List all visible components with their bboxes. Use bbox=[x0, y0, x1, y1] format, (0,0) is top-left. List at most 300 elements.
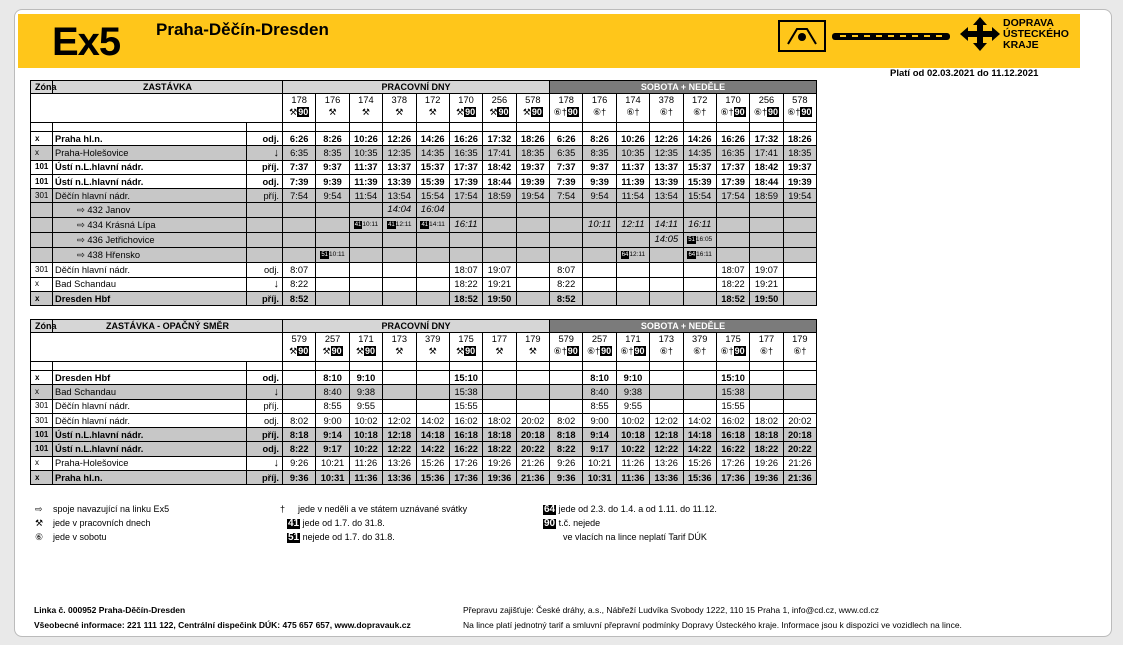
connection-time bbox=[716, 248, 749, 263]
train-number: 378 bbox=[383, 94, 416, 107]
train-symbols bbox=[616, 345, 649, 362]
train-number-row bbox=[31, 333, 817, 346]
train-symbols bbox=[283, 345, 316, 362]
direction-cell: odj. bbox=[247, 371, 283, 385]
time-cell: 16:18 bbox=[716, 428, 749, 442]
time-cell: 11:54 bbox=[349, 189, 382, 203]
time-cell: 15:37 bbox=[416, 160, 449, 174]
train-symbols bbox=[383, 345, 416, 362]
time-cell: 12:02 bbox=[383, 413, 416, 427]
connection-time bbox=[650, 203, 683, 218]
train-number: 175 bbox=[449, 333, 482, 346]
train-symbols bbox=[316, 345, 349, 362]
connection-time bbox=[683, 203, 716, 218]
train-symbols bbox=[750, 345, 783, 362]
time-cell: 11:39 bbox=[349, 174, 382, 188]
train-number: 256 bbox=[483, 94, 516, 107]
connection-time bbox=[616, 233, 649, 248]
train-symbols bbox=[516, 345, 549, 362]
time-cell: 9:36 bbox=[550, 471, 583, 485]
time-cell: 8:07 bbox=[283, 263, 316, 277]
time-cell: 19:21 bbox=[483, 277, 516, 291]
note-90-badge: 90 bbox=[734, 346, 745, 356]
train-number: 256 bbox=[750, 94, 783, 107]
train-symbols bbox=[449, 106, 482, 123]
time-cell: 9:37 bbox=[583, 160, 616, 174]
time-cell: 20:18 bbox=[516, 428, 549, 442]
connection-time bbox=[516, 218, 549, 233]
note-90-badge: 90 bbox=[567, 107, 578, 117]
connection-label: ⇨ 436 Jetřichovice bbox=[53, 233, 247, 248]
time-cell bbox=[383, 399, 416, 413]
time-cell bbox=[550, 385, 583, 399]
direction-cell: odj. bbox=[247, 263, 283, 277]
timetable-row bbox=[31, 146, 817, 160]
zone-cell: 301 bbox=[31, 263, 53, 277]
zone-cell: 301 bbox=[31, 399, 53, 413]
time-cell: 8:22 bbox=[283, 277, 316, 291]
time-cell: 18:52 bbox=[716, 292, 749, 306]
train-number: 174 bbox=[349, 94, 382, 107]
time-cell: 19:54 bbox=[783, 189, 816, 203]
time-cell: 11:36 bbox=[349, 471, 382, 485]
time-cell: 16:26 bbox=[449, 132, 482, 146]
train-number: 174 bbox=[616, 94, 649, 107]
time-cell: 11:39 bbox=[616, 174, 649, 188]
time-cell: 18:35 bbox=[783, 146, 816, 160]
train-icon bbox=[832, 32, 952, 42]
time-cell: 18:26 bbox=[783, 132, 816, 146]
service-days-icon: ⚒ bbox=[355, 346, 364, 356]
time-cell: 13:54 bbox=[650, 189, 683, 203]
connection-time bbox=[550, 248, 583, 263]
connection-time bbox=[750, 248, 783, 263]
connection-time bbox=[383, 248, 416, 263]
connection-time bbox=[483, 218, 516, 233]
connection-time: 6416:11 bbox=[683, 248, 716, 263]
timetable-row bbox=[31, 277, 817, 291]
connection-time bbox=[716, 203, 749, 218]
time-cell: 10:26 bbox=[349, 132, 382, 146]
stop-name: Děčín hlavní nádr. bbox=[53, 413, 247, 427]
time-cell: 17:36 bbox=[716, 471, 749, 485]
service-days-icon: ⑥† bbox=[793, 346, 807, 356]
service-days-icon: ⑥† bbox=[553, 107, 567, 117]
train-symbols bbox=[349, 106, 382, 123]
connection-time bbox=[550, 218, 583, 233]
time-cell: 14:22 bbox=[683, 442, 716, 456]
service-days-icon: ⚒ bbox=[489, 107, 498, 117]
legend-tarif: ve vlacích na lince neplatí Tarif DÚK bbox=[563, 532, 707, 542]
zone-cell: x bbox=[31, 385, 53, 399]
connection-time bbox=[750, 233, 783, 248]
train-number: 177 bbox=[483, 333, 516, 346]
train-symbols bbox=[349, 345, 382, 362]
time-cell bbox=[583, 277, 616, 291]
direction-cell: odj. bbox=[247, 442, 283, 456]
time-cell bbox=[783, 371, 816, 385]
connection-time bbox=[349, 233, 382, 248]
zone-header: Zóna bbox=[31, 320, 53, 333]
time-cell: 11:26 bbox=[349, 456, 382, 470]
service-days-icon: ⚒ bbox=[456, 346, 465, 356]
zone-cell: x bbox=[31, 456, 53, 470]
time-cell: 18:02 bbox=[483, 413, 516, 427]
connection-time bbox=[783, 218, 816, 233]
connection-label: ⇨ 434 Krásná Lípa bbox=[53, 218, 247, 233]
time-cell bbox=[383, 292, 416, 306]
note-90-badge: 90 bbox=[298, 107, 309, 117]
train-number: 379 bbox=[416, 333, 449, 346]
service-days-icon: ⚒ bbox=[522, 107, 531, 117]
stop-name: Praha hl.n. bbox=[53, 471, 247, 485]
timetable-row bbox=[31, 442, 817, 456]
connection-time bbox=[283, 203, 316, 218]
time-cell: 8:18 bbox=[283, 428, 316, 442]
note-90-badge: 90 bbox=[498, 107, 509, 117]
time-cell: 8:40 bbox=[583, 385, 616, 399]
train-number: 171 bbox=[616, 333, 649, 346]
connection-time bbox=[483, 203, 516, 218]
time-cell: 13:36 bbox=[650, 471, 683, 485]
time-cell: 9:10 bbox=[616, 371, 649, 385]
connection-time: 6412:11 bbox=[616, 248, 649, 263]
time-cell: 19:39 bbox=[516, 174, 549, 188]
time-cell: 9:26 bbox=[283, 456, 316, 470]
direction-cell: příj. bbox=[247, 292, 283, 306]
time-cell: 18:35 bbox=[516, 146, 549, 160]
time-cell: 15:10 bbox=[449, 371, 482, 385]
train-number: 579 bbox=[283, 333, 316, 346]
stop-name: Bad Schandau bbox=[53, 385, 247, 399]
time-cell: 9:39 bbox=[583, 174, 616, 188]
timetable-row bbox=[31, 292, 817, 306]
time-cell: 13:37 bbox=[383, 160, 416, 174]
time-cell bbox=[316, 292, 349, 306]
time-cell: 15:37 bbox=[683, 160, 716, 174]
service-days-icon: ⑥† bbox=[626, 107, 640, 117]
connection-row bbox=[31, 248, 817, 263]
connection-time bbox=[283, 218, 316, 233]
weekday-header: PRACOVNÍ DNY bbox=[283, 81, 550, 94]
train-symbols bbox=[449, 345, 482, 362]
saturday-icon: ⑥ bbox=[35, 532, 44, 542]
time-cell: 21:36 bbox=[783, 471, 816, 485]
stop-name: Ústí n.L.hlavní nádr. bbox=[53, 174, 247, 188]
time-cell: 9:36 bbox=[283, 471, 316, 485]
timetable-row bbox=[31, 371, 817, 385]
time-cell bbox=[683, 385, 716, 399]
dopravauk-logo-icon bbox=[960, 17, 1000, 51]
connection-time: 4114:11 bbox=[416, 218, 449, 233]
operator-pictogram-icon bbox=[778, 20, 826, 52]
time-cell: 8:02 bbox=[550, 413, 583, 427]
note-90-badge: 90 bbox=[801, 107, 812, 117]
time-cell: 19:50 bbox=[483, 292, 516, 306]
time-cell: 21:26 bbox=[516, 456, 549, 470]
train-symbols bbox=[583, 345, 616, 362]
time-cell: 9:38 bbox=[349, 385, 382, 399]
time-cell: 9:38 bbox=[616, 385, 649, 399]
time-cell: 18:07 bbox=[449, 263, 482, 277]
time-cell: 8:10 bbox=[583, 371, 616, 385]
time-cell: 18:22 bbox=[449, 277, 482, 291]
time-cell bbox=[316, 277, 349, 291]
stop-header: ZASTÁVKA bbox=[53, 81, 283, 94]
time-cell: 8:22 bbox=[283, 442, 316, 456]
service-days-icon: ⚒ bbox=[395, 107, 404, 117]
time-cell: 12:26 bbox=[650, 132, 683, 146]
note-badge: 51 bbox=[688, 237, 695, 244]
time-cell: 11:26 bbox=[616, 456, 649, 470]
weekday-header: PRACOVNÍ DNY bbox=[283, 320, 550, 333]
stop-name: Praha-Holešovice bbox=[53, 146, 247, 160]
zone-cell: 301 bbox=[31, 413, 53, 427]
train-symbols bbox=[650, 106, 683, 123]
time-cell bbox=[750, 385, 783, 399]
time-cell: 15:54 bbox=[416, 189, 449, 203]
stop-name: Praha hl.n. bbox=[53, 132, 247, 146]
time-cell: 17:36 bbox=[449, 471, 482, 485]
note-badge: 64 bbox=[688, 252, 696, 259]
time-cell bbox=[383, 277, 416, 291]
time-cell: 18:02 bbox=[750, 413, 783, 427]
train-number-row bbox=[31, 94, 817, 107]
direction-cell: ↓ bbox=[247, 146, 283, 160]
train-number: 177 bbox=[750, 333, 783, 346]
time-cell: 8:55 bbox=[583, 399, 616, 413]
connection-time bbox=[483, 233, 516, 248]
time-cell: 18:18 bbox=[483, 428, 516, 442]
connection-time bbox=[383, 233, 416, 248]
time-cell: 6:26 bbox=[283, 132, 316, 146]
time-cell: 9:17 bbox=[583, 442, 616, 456]
connection-time bbox=[516, 203, 549, 218]
service-days-icon: ⚒ bbox=[495, 346, 504, 356]
time-cell: 9:10 bbox=[349, 371, 382, 385]
connection-time bbox=[516, 248, 549, 263]
stop-name: Ústí n.L.hlavní nádr. bbox=[53, 160, 247, 174]
stop-name: Dresden Hbf bbox=[53, 292, 247, 306]
footer-left bbox=[34, 603, 411, 633]
time-cell: 12:35 bbox=[650, 146, 683, 160]
train-number: 179 bbox=[783, 333, 816, 346]
stop-name: Děčín hlavní nádr. bbox=[53, 263, 247, 277]
time-cell bbox=[650, 399, 683, 413]
connection-time: 4112:11 bbox=[383, 218, 416, 233]
service-days-icon: ⚒ bbox=[328, 107, 337, 117]
note-90-badge: 90 bbox=[567, 346, 578, 356]
time-cell bbox=[550, 371, 583, 385]
time-cell: 18:59 bbox=[483, 189, 516, 203]
connection-time bbox=[483, 248, 516, 263]
time-cell bbox=[550, 399, 583, 413]
direction-cell: ↓ bbox=[247, 456, 283, 470]
connection-time bbox=[349, 203, 382, 218]
time-cell: 19:07 bbox=[750, 263, 783, 277]
train-number: 257 bbox=[583, 333, 616, 346]
time-cell bbox=[650, 263, 683, 277]
time-cell: 11:36 bbox=[616, 471, 649, 485]
time-cell: 13:36 bbox=[383, 471, 416, 485]
time-cell: 18:44 bbox=[750, 174, 783, 188]
train-symbols bbox=[650, 345, 683, 362]
train-number: 178 bbox=[550, 94, 583, 107]
legend-41: 41 jede od 1.7. do 31.8. bbox=[288, 518, 385, 529]
time-cell: 11:54 bbox=[616, 189, 649, 203]
zone-cell: x bbox=[31, 292, 53, 306]
header-row bbox=[31, 81, 817, 94]
time-cell bbox=[650, 371, 683, 385]
connection-time bbox=[583, 248, 616, 263]
time-cell: 10:18 bbox=[349, 428, 382, 442]
train-symbols bbox=[783, 106, 816, 123]
time-cell: 14:26 bbox=[683, 132, 716, 146]
time-cell: 12:35 bbox=[383, 146, 416, 160]
time-cell bbox=[783, 385, 816, 399]
time-cell: 15:55 bbox=[716, 399, 749, 413]
time-cell: 17:37 bbox=[716, 160, 749, 174]
time-cell: 8:35 bbox=[583, 146, 616, 160]
route-title: Praha-Děčín-Dresden bbox=[156, 20, 329, 39]
timetable-row bbox=[31, 399, 817, 413]
time-cell: 21:36 bbox=[516, 471, 549, 485]
train-symbols bbox=[316, 106, 349, 123]
time-cell: 20:18 bbox=[783, 428, 816, 442]
service-days-icon: ⑥† bbox=[620, 346, 634, 356]
connection-row bbox=[31, 233, 817, 248]
zone-cell: x bbox=[31, 277, 53, 291]
time-cell: 14:22 bbox=[416, 442, 449, 456]
timetable-row bbox=[31, 428, 817, 442]
service-days-icon: ⑥† bbox=[587, 346, 601, 356]
time-cell: 17:26 bbox=[716, 456, 749, 470]
time-cell: 6:35 bbox=[550, 146, 583, 160]
time-cell bbox=[316, 263, 349, 277]
time-cell bbox=[583, 292, 616, 306]
time-cell: 19:37 bbox=[516, 160, 549, 174]
time-cell: 14:02 bbox=[416, 413, 449, 427]
note-badge: 64 bbox=[621, 252, 629, 259]
time-cell: 9:26 bbox=[550, 456, 583, 470]
time-cell: 7:54 bbox=[550, 189, 583, 203]
time-cell: 14:18 bbox=[683, 428, 716, 442]
time-cell: 8:40 bbox=[316, 385, 349, 399]
connection-time: 16:11 bbox=[449, 218, 482, 233]
time-cell: 16:22 bbox=[449, 442, 482, 456]
time-cell: 10:02 bbox=[616, 413, 649, 427]
time-cell: 7:37 bbox=[550, 160, 583, 174]
service-days-icon: ⑥† bbox=[787, 107, 801, 117]
hammers-icon: ⚒ bbox=[35, 518, 44, 528]
time-cell: 8:02 bbox=[283, 413, 316, 427]
note-90-badge: 90 bbox=[767, 107, 778, 117]
connection-time bbox=[583, 233, 616, 248]
header-row bbox=[31, 320, 817, 333]
time-cell: 20:22 bbox=[516, 442, 549, 456]
direction-cell: příj. bbox=[247, 471, 283, 485]
train-number: 178 bbox=[283, 94, 316, 107]
time-cell bbox=[416, 371, 449, 385]
footer-right bbox=[463, 603, 962, 633]
train-symbols bbox=[583, 106, 616, 123]
time-cell: 6:35 bbox=[283, 146, 316, 160]
time-cell: 17:37 bbox=[449, 160, 482, 174]
time-cell bbox=[349, 277, 382, 291]
connection-time bbox=[650, 248, 683, 263]
time-cell: 13:39 bbox=[383, 174, 416, 188]
time-cell: 8:26 bbox=[316, 132, 349, 146]
note-90-badge: 90 bbox=[465, 107, 476, 117]
time-cell bbox=[516, 292, 549, 306]
connection-time: 4110:11 bbox=[349, 218, 382, 233]
note-badge: 51 bbox=[321, 252, 328, 259]
note-90-badge: 90 bbox=[734, 107, 745, 117]
time-cell: 9:39 bbox=[316, 174, 349, 188]
time-cell: 7:54 bbox=[283, 189, 316, 203]
service-days-icon: ⑥† bbox=[593, 107, 607, 117]
time-cell: 13:26 bbox=[650, 456, 683, 470]
time-cell bbox=[616, 292, 649, 306]
time-cell: 14:26 bbox=[416, 132, 449, 146]
connection-time: 5110:11 bbox=[316, 248, 349, 263]
time-cell bbox=[783, 277, 816, 291]
time-cell bbox=[750, 371, 783, 385]
time-cell: 19:50 bbox=[750, 292, 783, 306]
connection-time bbox=[716, 218, 749, 233]
time-cell: 18:59 bbox=[750, 189, 783, 203]
time-cell: 19:26 bbox=[750, 456, 783, 470]
zone-cell: x bbox=[31, 371, 53, 385]
train-symbols bbox=[616, 106, 649, 123]
time-cell bbox=[516, 385, 549, 399]
time-cell: 19:26 bbox=[483, 456, 516, 470]
time-cell bbox=[783, 292, 816, 306]
train-symbols bbox=[550, 106, 583, 123]
time-cell: 10:18 bbox=[616, 428, 649, 442]
time-cell bbox=[283, 385, 316, 399]
direction-cell: odj. bbox=[247, 413, 283, 427]
timetable-row bbox=[31, 132, 817, 146]
time-cell bbox=[283, 399, 316, 413]
time-cell: 10:35 bbox=[616, 146, 649, 160]
time-cell bbox=[349, 263, 382, 277]
note-90-badge: 90 bbox=[331, 346, 342, 356]
time-cell bbox=[783, 399, 816, 413]
outbound-timetable bbox=[30, 80, 817, 306]
service-days-icon: ⚒ bbox=[289, 107, 298, 117]
train-symbols bbox=[716, 106, 749, 123]
time-cell bbox=[683, 399, 716, 413]
zone-cell: x bbox=[31, 132, 53, 146]
train-number: 578 bbox=[516, 94, 549, 107]
connection-time bbox=[349, 248, 382, 263]
time-cell: 10:31 bbox=[316, 471, 349, 485]
connection-row bbox=[31, 203, 817, 218]
time-cell: 16:02 bbox=[449, 413, 482, 427]
time-cell: 19:39 bbox=[783, 174, 816, 188]
note-badge: 41 bbox=[354, 222, 362, 229]
time-cell bbox=[383, 385, 416, 399]
legend-64: 64 jede od 2.3. do 1.4. a od 1.11. do 11.12. bbox=[544, 504, 717, 515]
time-cell: 18:22 bbox=[750, 442, 783, 456]
time-cell: 14:02 bbox=[683, 413, 716, 427]
train-symbols bbox=[683, 106, 716, 123]
connection-time bbox=[416, 233, 449, 248]
time-cell: 19:36 bbox=[750, 471, 783, 485]
legend-weekdays: ⚒ jede v pracovních dnech bbox=[35, 518, 151, 528]
carrier-info: Přepravu zajišťuje: České dráhy, a.s., Nábřeží Ludvíka Svobody 1222, 110 15 Praha 1, info@cd.cz, www.cd.cz bbox=[463, 605, 879, 615]
